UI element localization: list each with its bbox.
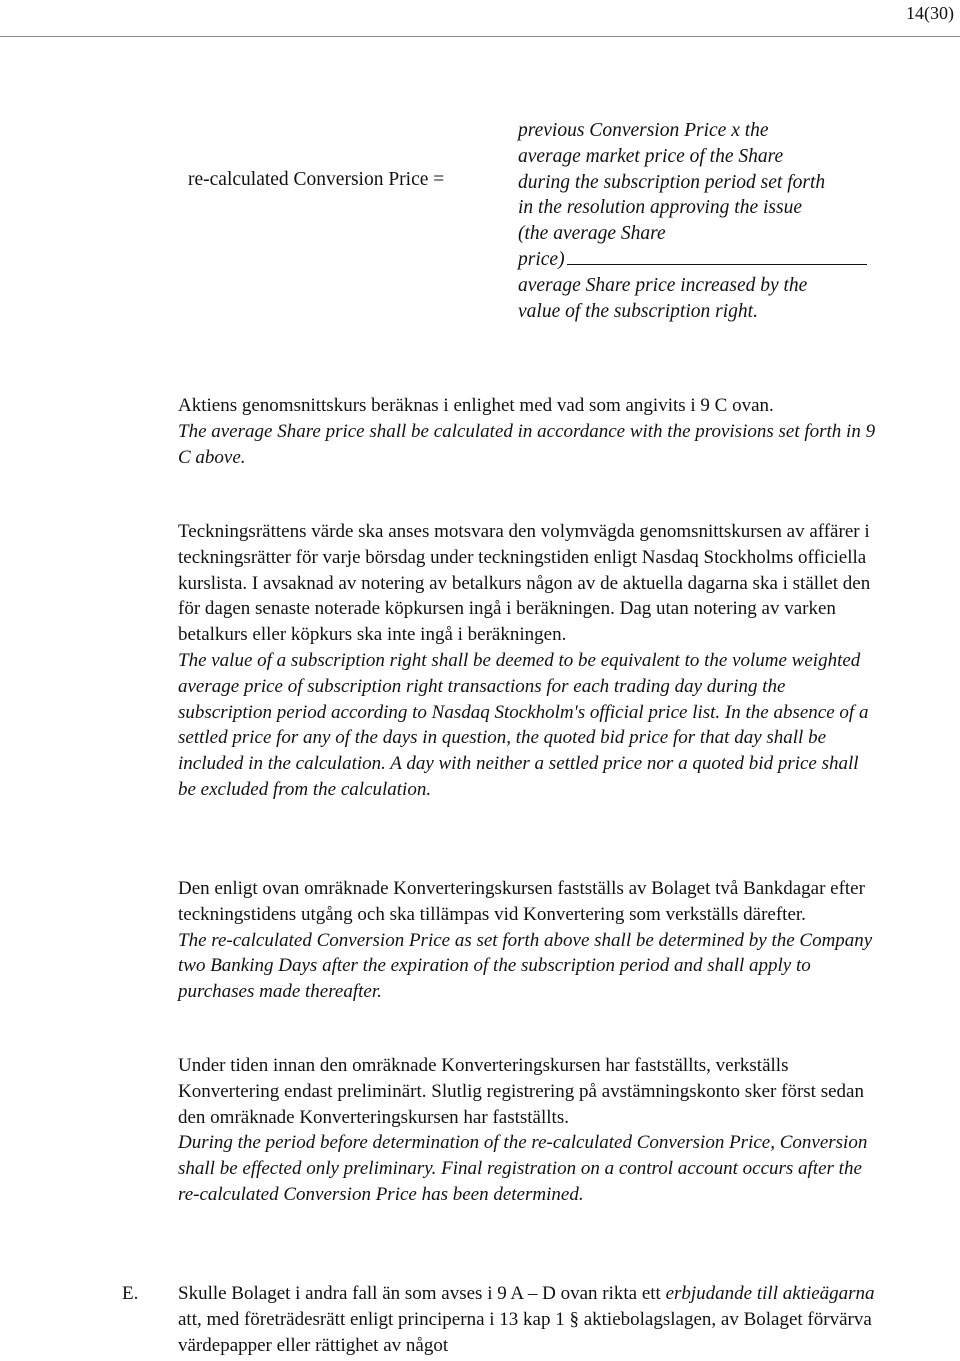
formula-line: average market price of the Share <box>518 145 784 167</box>
paragraph-swedish: Aktiens genomsnittskurs beräknas i enlighet med vad som angivits i 9 C ovan. <box>178 395 774 416</box>
formula-line: in the resolution approving the issue <box>518 197 802 219</box>
paragraph-swedish: Under tiden innan den omräknade Konverteringskursen har fastställts, verkställs Konvertering endast preliminärt. Slutlig registrering på avstämningskonto sker först sedan den omräknade Konverteringskursen har fastställts. <box>178 1055 864 1128</box>
paragraph-english: During the period before determination of the re-calculated Conversion Price, Conversion shall be effected only preliminary. Final registration on a control account occurs after the re-calculated Conversion Price has been determined. <box>178 1132 868 1205</box>
formula-line: previous Conversion Price x the <box>518 120 769 141</box>
formula-label: re-calculated Conversion Price = <box>188 169 445 190</box>
section-e-italic-term: erbjudande till aktieägarna <box>665 1283 875 1304</box>
formula-line: value of the subscription right. <box>518 300 758 322</box>
paragraph-subscription-right-value <box>178 519 878 803</box>
page-number: 14(30) <box>906 3 954 23</box>
section-e-text-start: Skulle Bolaget i andra fall än som avses i 9 A – D ovan rikta ett <box>178 1283 666 1304</box>
formula-line: during the subscription period set forth <box>518 171 826 193</box>
section-letter: E. <box>122 1283 139 1304</box>
fraction-bar <box>567 264 867 265</box>
section-e-text <box>178 1281 878 1358</box>
section-e-text-end: att, med företrädesrätt enligt principerna i 13 kap 1 § aktiebolagslagen, av Bolaget förvärva värdepapper eller rättighet av något <box>178 1308 872 1356</box>
formula-line: (the average Share <box>518 223 666 245</box>
formula-line: average Share price increased by the <box>518 274 808 296</box>
paragraph-average-price <box>178 393 878 470</box>
paragraph-swedish: Den enligt ovan omräknade Konverteringskursen fastställs av Bolaget två Bankdagar efter teckningstidens utgång och ska tillämpas vid Konvertering som verkställs därefter. <box>178 878 865 925</box>
paragraph-preliminary-conversion <box>178 1053 878 1208</box>
formula-line: price) <box>518 248 565 270</box>
paragraph-english: The value of a subscription right shall be deemed to be equivalent to the volume weighted average price of subscription right transactions for each trading day during the subscription period according to Nasdaq Stockholm's official price list. In the absence of a settled price for any of the days in question, the quoted bid price for that day shall be included in the calculation. A day with neither a settled price nor a quoted bid price shall be excluded from the calculation. <box>178 649 869 800</box>
formula-expression <box>518 118 958 324</box>
paragraph-recalculated-price <box>178 876 878 1005</box>
paragraph-english: The re-calculated Conversion Price as set forth above shall be determined by the Company two Banking Days after the expiration of the subscription period and shall apply to purchases made thereafter. <box>178 929 873 1003</box>
paragraph-english: The average Share price shall be calculated in accordance with the provisions set forth in 9 C above. <box>178 420 876 468</box>
header-divider <box>0 36 960 37</box>
formula-numerator-end <box>518 247 958 273</box>
paragraph-swedish: Teckningsrättens värde ska anses motsvara den volymvägda genomsnittskursen av affärer i teckningsrätter för varje börsdag under teckningstiden enligt Nasdaq Stockholms officiella kurslista. I avsaknad av notering av betalkurs någon av de aktuella dagarna ska i stället den för dagen senaste noterade köpkursen ingå i beräkningen. Dag utan notering av varken betalkurs eller köpkurs ska inte ingå i beräkningen. <box>178 521 871 646</box>
